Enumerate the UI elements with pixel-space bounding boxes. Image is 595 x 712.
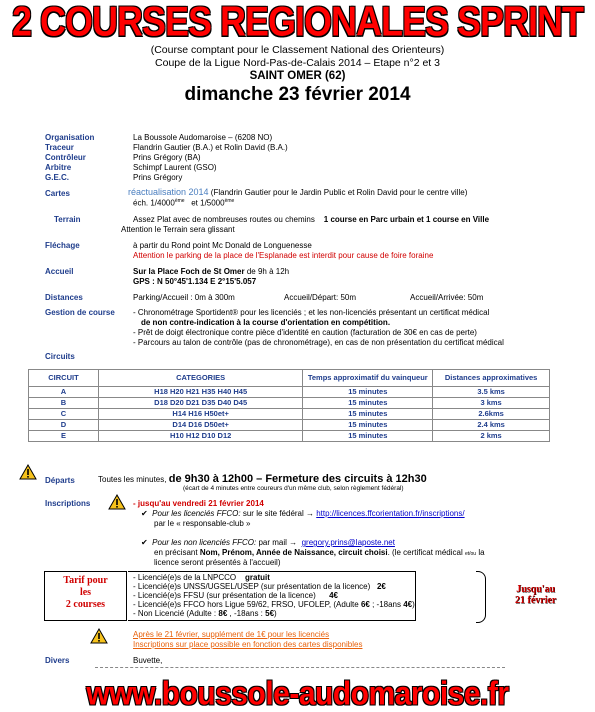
cell-temps: 15 minutes	[303, 387, 433, 398]
tarif-line4	[133, 600, 415, 609]
accueil-label: Accueil	[45, 267, 74, 276]
traceur-value: Flandrin Gautier (B.A.) et Rolin David (B.A.)	[133, 143, 288, 152]
tarif-until	[515, 584, 556, 606]
tarif-ffsu-price: 4€	[329, 591, 338, 600]
header-categories: CATEGORIES	[98, 370, 303, 387]
tarif-non-young: 5€	[265, 609, 275, 618]
cartes-scales	[133, 198, 234, 208]
cell-circuit: C	[29, 409, 99, 420]
nonffco-l2b: Nom, Prénom, Année de Naissance, circuit choisi	[199, 548, 388, 557]
terrain-text: Assez Plat avec de nombreuses routes ou chemins	[133, 215, 315, 224]
tarif-non: - Non Licencié (Adulte :	[133, 609, 217, 618]
departs-note: (écart de 4 minutes entre coureurs d'un même club, selon règlement fédéral)	[183, 485, 404, 492]
gestion-line4: - Parcours au talon de contrôle (pas de chronométrage), en cas de non présentation du certificat médical	[133, 338, 504, 347]
table-row	[29, 420, 550, 431]
scale-4000-sup: ème	[174, 198, 185, 204]
table-row	[29, 409, 550, 420]
header-distances: Distances approximatives	[433, 370, 550, 387]
tarif-line1	[133, 573, 270, 582]
distance-depart: Accueil/Départ: 50m	[284, 293, 357, 302]
header-temps: Temps approximatif du vainqueur	[303, 370, 433, 387]
cell-distance: 2.6kms	[433, 409, 550, 420]
late-supplement: Après le 21 février, supplément de 1€ pour les licenciés	[133, 630, 330, 639]
table-row	[29, 387, 550, 398]
tarif-ffco-sep: ; -18ans	[372, 600, 401, 609]
divers-label: Divers	[45, 656, 70, 665]
nonffco-line2	[154, 548, 485, 557]
nonffco-text: par mail →	[258, 538, 298, 547]
ffco-club: par le « responsable-club »	[154, 519, 251, 528]
gec-value: Prins Grégory	[133, 173, 183, 182]
gec-label: G.E.C.	[45, 173, 70, 182]
controleur-label: Contrôleur	[45, 153, 86, 162]
arbitre-label: Arbitre	[45, 163, 72, 172]
tarif-line3	[133, 591, 338, 600]
inscriptions-deadline: - jusqu'au vendredi 21 février 2014	[133, 499, 264, 508]
event-date: dimanche 23 février 2014	[184, 84, 411, 105]
warning-icon	[108, 494, 126, 510]
cell-categories: H18 H20 H21 H35 H40 H45	[98, 387, 303, 398]
organisation-label: Organisation	[45, 133, 95, 142]
nonffco-l2a: en précisant	[154, 548, 198, 557]
tarif-lnpcco-price: gratuit	[245, 573, 270, 582]
inscriptions-nonffco-line	[141, 538, 395, 547]
tarif-box-line2: les	[79, 587, 92, 598]
cell-circuit: B	[29, 398, 99, 409]
warning-icon	[90, 628, 108, 644]
cell-distance: 2 kms	[433, 431, 550, 442]
nonffco-intro: Pour les non licenciés FFCO:	[152, 538, 257, 547]
tarif-unss: - Licencié(e)s UNSS/UGSEL/USEP (sur présentation de la licence)	[133, 582, 371, 591]
accueil-gps: GPS : N 50°45'1.134 E 2°15'5.057	[133, 277, 257, 286]
event-place: SAINT OMER (62)	[249, 70, 346, 82]
tarif-non-sep: , -18ans :	[229, 609, 263, 618]
gestion-line1: - Chronométrage Sportident® pour les licenciés ; et les non-licenciés présentant un certificat médical	[133, 308, 490, 317]
ffco-text: sur le site fédéral →	[242, 509, 314, 518]
cell-distance: 3.5 kms	[433, 387, 550, 398]
nonffco-l2c: . (le certificat médical	[387, 548, 463, 557]
departs-label: Départs	[45, 476, 75, 485]
tarif-brace	[476, 571, 486, 623]
tarif-lnpcco: - Licencié(e)s de la LNPCCO	[133, 573, 237, 582]
terrain-line1	[133, 215, 489, 224]
terrain-courses: 1 course en Parc urbain et 1 course en Ville	[323, 215, 490, 224]
cell-distance: 2.4 kms	[433, 420, 550, 431]
cell-categories: H10 H12 D10 D12	[98, 431, 303, 442]
ffco-intro: Pour les licenciés FFCO:	[152, 509, 241, 518]
cell-categories: H14 H16 H50et+	[98, 409, 303, 420]
header-circuit: CIRCUIT	[29, 370, 99, 387]
gestion-label: Gestion de course	[45, 308, 115, 317]
cell-temps: 15 minutes	[303, 398, 433, 409]
tarif-line5	[133, 609, 277, 618]
tarif-box-line3: 2 courses	[65, 599, 106, 610]
nonffco-l2d: et/ou	[464, 551, 477, 557]
tarif-ffco-close: )	[412, 600, 415, 609]
check-icon: ✔	[141, 509, 148, 518]
flechage-label: Fléchage	[45, 241, 80, 250]
tarif-non-adult: 8€	[218, 609, 228, 618]
tarif-line2	[133, 582, 386, 591]
controleur-value: Prins Grégory (BA)	[133, 153, 201, 162]
gestion-line2: de non contre-indication à la course d'orientation en compétition.	[141, 318, 391, 327]
cell-circuit: A	[29, 387, 99, 398]
subtitle-coupe: Coupe de la Ligue Nord-Pas-de-Calais 2014 – Etape n°2 et 3	[155, 57, 440, 69]
cell-categories: D18 D20 D21 D35 D40 D45	[98, 398, 303, 409]
main-title: 2 COURSES REGIONALES SPRINT	[11, 0, 584, 45]
cartes-line	[128, 187, 467, 197]
tarif-ffco-young: 4€	[403, 600, 413, 609]
tarif-box-line1: Tarif pour	[63, 575, 108, 586]
distance-arrivee: Accueil/Arrivée: 50m	[410, 293, 484, 302]
table-row	[29, 398, 550, 409]
warning-icon	[19, 464, 37, 480]
cell-circuit: D	[29, 420, 99, 431]
accueil-place: Sur la Place Foch de St Omer	[133, 267, 245, 276]
cell-temps: 15 minutes	[303, 420, 433, 431]
subtitle-classement: (Course comptant pour le Classement National des Orienteurs)	[150, 44, 445, 56]
tarif-until-line1: Jusqu'au	[516, 584, 556, 595]
cell-distance: 3 kms	[433, 398, 550, 409]
tarif-box	[44, 571, 127, 621]
departs-hours: de 9h30 à 12h00 – Fermeture des circuits à 12h30	[168, 473, 427, 485]
arbitre-value: Schimpf Laurent (GSO)	[133, 163, 217, 172]
cell-temps: 15 minutes	[303, 431, 433, 442]
flechage-line1: à partir du Rond point Mc Donald de Longuenesse	[133, 241, 312, 250]
accueil-line1	[133, 267, 289, 276]
tarif-non-close: )	[274, 609, 277, 618]
terrain-warning: Attention le Terrain sera glissant	[121, 225, 235, 234]
traceur-label: Traceur	[45, 143, 74, 152]
circuits-header-row	[29, 370, 550, 387]
accueil-hours: de 9h à 12h	[246, 267, 290, 276]
late-onsite: Inscriptions sur place possible en fonction des cartes disponibles	[133, 640, 363, 649]
cartes-label: Cartes	[45, 189, 70, 198]
gestion-line3: - Prêt de doigt électronique contre pièce d'identité en caution (facturation de 30€ en cas de perte)	[133, 328, 477, 337]
tarif-unss-price: 2€	[376, 582, 386, 591]
cartes-authors: (Flandrin Gautier pour le Jardin Public et Rolin David pour le centre ville)	[210, 188, 468, 197]
scale-4000: éch. 1/4000	[133, 198, 175, 208]
cartes-reactualisation: réactualisation 2014	[128, 187, 209, 197]
scale-5000: et 1/5000	[191, 198, 225, 208]
email-link[interactable]: gregory.prins@laposte.net	[301, 538, 395, 547]
inscriptions-ffco-line	[141, 509, 465, 518]
tarif-ffsu: - Licencié(e)s FFSU (sur présentation de la licence)	[133, 591, 316, 600]
scale-5000-sup: ème	[224, 198, 235, 204]
nonffco-line3: licence seront présentés à l'accueil)	[154, 558, 281, 567]
terrain-label: Terrain	[54, 215, 81, 224]
divider	[95, 667, 505, 668]
flechage-parking-warning: Attention le parking de la place de l'Esplanade est interdit pour cause de foire foraine	[133, 251, 434, 260]
check-icon: ✔	[141, 538, 148, 547]
organisation-value: La Boussole Audomaroise – (6208 NO)	[133, 133, 273, 142]
table-row	[29, 431, 550, 442]
departs-text: Toutes les minutes,	[98, 475, 167, 484]
cell-circuit: E	[29, 431, 99, 442]
circuits-label: Circuits	[45, 352, 75, 361]
distances-label: Distances	[45, 293, 83, 302]
website-link[interactable]: www.boussole-audomaroise.fr	[86, 676, 509, 712]
tarif-ffco: - Licencié(e)s FFCO hors Ligue 59/62, FRSO, UFOLEP, (Adulte	[133, 600, 359, 609]
divers-text: Buvette,	[133, 656, 163, 665]
cell-categories: D14 D16 D50et+	[98, 420, 303, 431]
ffco-inscription-link[interactable]: http://licences.ffcorientation.fr/inscriptions/	[316, 509, 465, 518]
tarif-until-line2: 21 février	[515, 595, 557, 606]
departs-line	[98, 473, 427, 485]
distance-parking: Parking/Accueil : 0m à 300m	[133, 293, 235, 302]
inscriptions-label: Inscriptions	[45, 499, 91, 508]
tarif-ffco-adult: 6€	[360, 600, 370, 609]
cell-temps: 15 minutes	[303, 409, 433, 420]
nonffco-l2e: la	[478, 548, 485, 557]
circuits-table	[28, 369, 550, 442]
